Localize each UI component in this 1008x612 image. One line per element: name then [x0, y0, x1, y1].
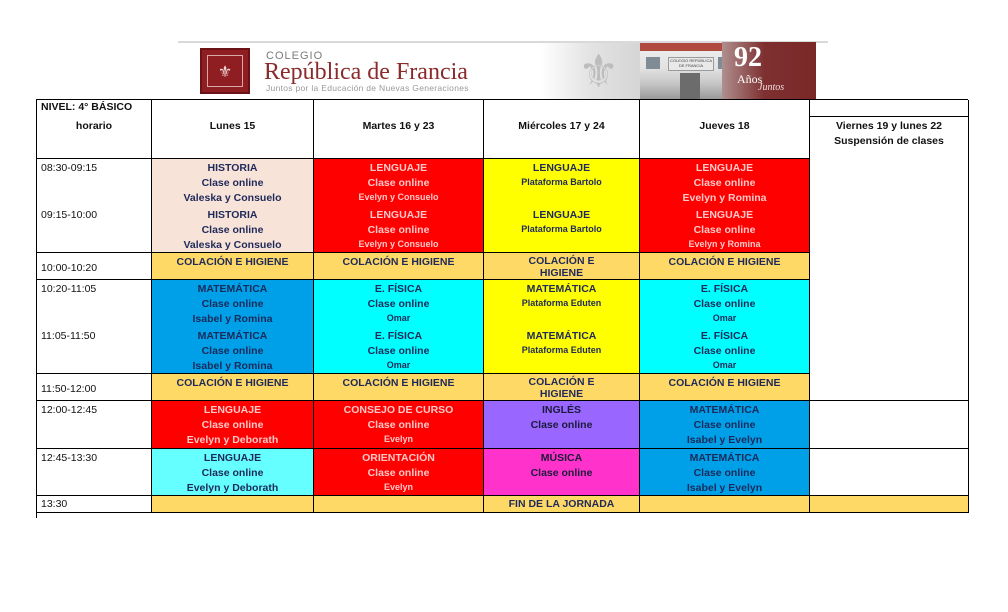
class-cell: LENGUAJE Clase online Evelyn y Deborath — [152, 449, 314, 496]
time-slot: 10:00-10:20 — [37, 253, 152, 280]
empty-cell — [810, 253, 969, 280]
time-slot: 13:30 — [37, 496, 152, 513]
break-cell: COLACIÓN E HIGIENE — [152, 374, 314, 401]
class-cell: LENGUAJE Clase online Evelyn y Romina — [640, 206, 810, 253]
class-cell: INGLÉS Clase online — [484, 401, 640, 449]
end-cell — [640, 496, 810, 513]
header-spacer — [640, 100, 810, 117]
class-cell: E. FÍSICA Clase online Omar — [640, 327, 810, 374]
break-cell: COLACIÓN E HIGIENE — [484, 253, 640, 280]
time-slot: 10:20-11:05 — [37, 280, 152, 327]
empty-cell — [810, 374, 969, 401]
class-cell: MÚSICA Clase online — [484, 449, 640, 496]
empty-cell — [810, 327, 969, 374]
class-cell: E. FÍSICA Clase online Omar — [314, 280, 484, 327]
time-slot: 11:50-12:00 — [37, 374, 152, 401]
time-slot: 08:30-09:15 — [37, 159, 152, 206]
building-sign: COLEGIO REPÚBLICA DE FRANCIA — [668, 57, 714, 71]
time-slot: 12:00-12:45 — [37, 401, 152, 449]
break-cell: COLACIÓN E HIGIENE — [640, 253, 810, 280]
schedule-table — [36, 99, 968, 518]
time-slot: 11:05-11:50 — [37, 327, 152, 374]
end-cell — [152, 496, 314, 513]
class-cell: LENGUAJE Clase online Evelyn y Consuelo — [314, 159, 484, 206]
empty-cell — [810, 449, 969, 496]
break-cell: COLACIÓN E HIGIENE — [314, 374, 484, 401]
class-cell: MATEMÁTICA Clase online Isabel y Evelyn — [640, 401, 810, 449]
day-header-martes: Martes 16 y 23 — [314, 117, 484, 159]
anniversary-number: 92 — [734, 42, 762, 73]
class-cell: E. FÍSICA Clase online Omar — [640, 280, 810, 327]
class-cell: MATEMÁTICA Clase online Isabel y Romina — [152, 280, 314, 327]
class-cell: HISTORIA Clase online Valeska y Consuelo — [152, 206, 314, 253]
empty-cell — [810, 280, 969, 327]
class-cell: HISTORIA Clase online Valeska y Consuelo — [152, 159, 314, 206]
day-header-miercoles: Miércoles 17 y 24 — [484, 117, 640, 159]
class-cell: MATEMÁTICA Plataforma Eduten — [484, 280, 640, 327]
day-header-lunes: Lunes 15 — [152, 117, 314, 159]
class-cell: E. FÍSICA Clase online Omar — [314, 327, 484, 374]
break-cell: COLACIÓN E HIGIENE — [152, 253, 314, 280]
nivel-label: NIVEL: 4° BÁSICO — [37, 100, 152, 117]
day-header-jueves: Jueves 18 — [640, 117, 810, 159]
time-column-header: horario — [37, 117, 152, 159]
anniversary-years: Años — [737, 72, 763, 86]
time-slot: 09:15-10:00 — [37, 206, 152, 253]
header-spacer — [152, 100, 314, 117]
class-cell: LENGUAJE Clase online Evelyn y Deborath — [152, 401, 314, 449]
header-spacer — [484, 100, 640, 117]
anniversary-badge — [722, 42, 816, 99]
class-cell: LENGUAJE Clase online Evelyn y Consuelo — [314, 206, 484, 253]
class-cell: MATEMÁTICA Clase online Isabel y Evelyn — [640, 449, 810, 496]
class-cell: MATEMÁTICA Clase online Isabel y Romina — [152, 327, 314, 374]
fleur-de-lis-icon: ⚜ — [578, 45, 620, 97]
end-cell — [810, 496, 969, 513]
school-label: COLEGIO — [266, 50, 324, 62]
class-cell: CONSEJO DE CURSO Clase online Evelyn — [314, 401, 484, 449]
empty-cell — [810, 159, 969, 206]
empty-cell — [810, 206, 969, 253]
fleur-de-lis-icon: ⚜ — [207, 55, 243, 87]
end-cell — [314, 496, 484, 513]
end-of-day-cell: FIN DE LA JORNADA — [484, 496, 640, 513]
anniversary-word: Juntos — [758, 82, 785, 93]
header-spacer — [314, 100, 484, 117]
day-header-viernes: Viernes 19 y lunes 22 Suspensión de clases — [810, 117, 969, 159]
school-banner — [178, 41, 828, 99]
header-spacer — [810, 100, 969, 117]
time-slot: 12:45-13:30 — [37, 449, 152, 496]
break-cell: COLACIÓN E HIGIENE — [314, 253, 484, 280]
class-cell: MATEMÁTICA Plataforma Eduten — [484, 327, 640, 374]
school-crest-logo — [200, 48, 250, 94]
school-name: República de Francia — [264, 59, 468, 85]
class-cell: ORIENTACIÓN Clase online Evelyn — [314, 449, 484, 496]
class-cell: LENGUAJE Plataforma Bartolo — [484, 206, 640, 253]
class-cell: LENGUAJE Clase online Evelyn y Romina — [640, 159, 810, 206]
break-cell: COLACIÓN E HIGIENE — [640, 374, 810, 401]
empty-cell — [810, 401, 969, 449]
break-cell: COLACIÓN E HIGIENE — [484, 374, 640, 401]
school-motto: Juntos por la Educación de Nuevas Generaciones — [266, 83, 469, 93]
class-cell: LENGUAJE Plataforma Bartolo — [484, 159, 640, 206]
